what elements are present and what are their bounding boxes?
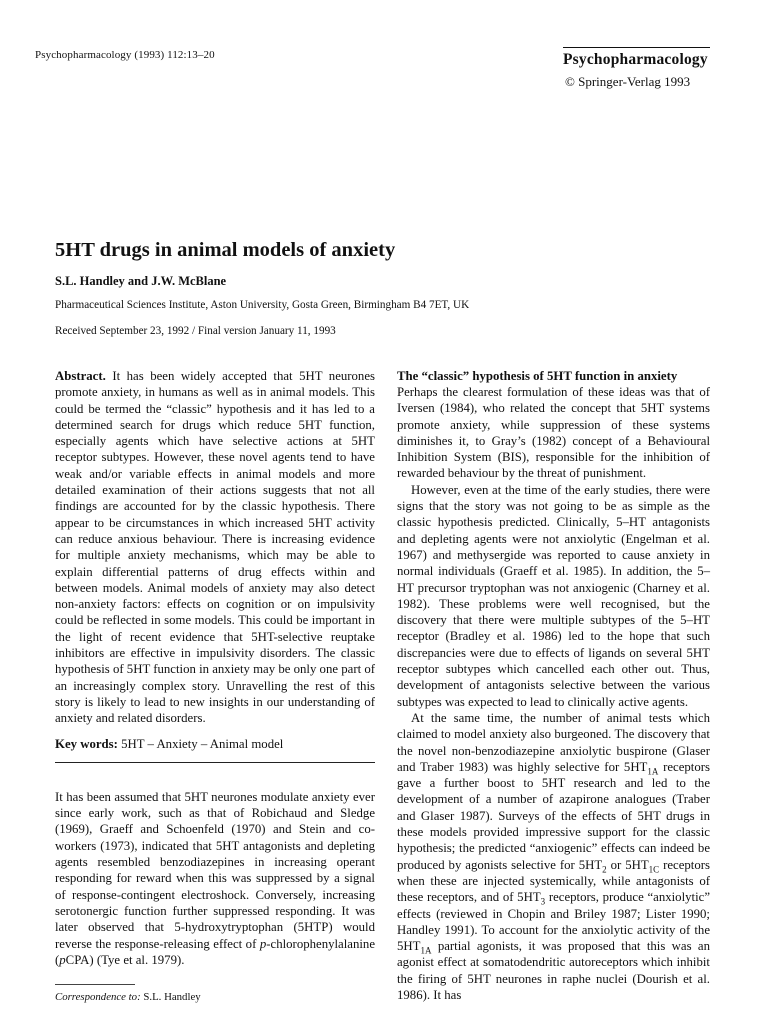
- abstract-label: Abstract.: [55, 369, 106, 383]
- article-authors: S.L. Handley and J.W. McBlane: [55, 274, 227, 288]
- footnote-label: Correspondence to:: [55, 991, 141, 1004]
- footnote-rule: [55, 984, 135, 985]
- subscript-1a-second: 1A: [420, 945, 432, 956]
- p3-text-d: receptors when these are injected systemically, while antagonists of these receptors, and of 5HT: [397, 857, 710, 905]
- journal-name: Psychopharmacology: [563, 51, 708, 68]
- author-affiliation: Pharmaceutical Sciences Institute, Aston University, Gosta Green, Birmingham B4 7ET, UK: [55, 299, 470, 311]
- intro-text-b: -chlorophenylalanine (: [55, 936, 375, 967]
- subscript-1c: 1C: [648, 864, 660, 875]
- subscript-3: 3: [540, 896, 546, 907]
- article-title: 5HT drugs in animal models of anxiety: [55, 239, 396, 261]
- p3-text-e: receptors, produce “anxiolytic” effects (reviewed in Chopin and Briley 1987; Lister 1990; Handley 1991). To account for the anxiolytic activity of the 5HT: [397, 890, 710, 954]
- p3-text-a: At the same time, the number of animal tests which claimed to model anxiety also burgeoned. The discovery that the novel non-benzodiazepine anxiolytic buspirone (Glaser and Traber 1983) was highly selective for 5HT: [397, 710, 710, 774]
- abstract-text: It has been widely accepted that 5HT neurones promote anxiety, in humans as well as in animal models. This could be termed the “classic” hypothesis and it has led to a determined search for drugs which reduce 5HT function, especially agents which have selective actions at 5HT receptor subtypes. However, these novel agents tend to have weak and/or variable effects in animal models and more detailed examination of their actions suggests that not all findings are accounted for by the classic hypothesis. There appear to be circumstances in which increased 5HT activity can reduce anxious behaviour. There is increasing evidence for multiple anxiety mechanisms, which may be able to explain differential patterns of drug effects within and between models. Animal models of anxiety may also detect non-anxiety factors: effects on cognition or on impulsivity could be reflected in some models. This could be important in the light of recent evidence that 5HT-selective reuptake inhibitors are effective in impulsivity disorders. The classic hypothesis of 5HT function in anxiety may be only one part of an increasingly complex story. Unravelling the rest of this story is likely to lead to new insights in our understanding of anxiety and related disorders.: [55, 369, 375, 726]
- intro-text-a: It has been assumed that 5HT neurones modulate anxiety ever since early work, such as that of Robichaud and Sledge (1969), Graeff and Schoenfeld (1970) and Stein and co-workers (1973), indicated that 5HT antagonists and depleting agents resembled benzodiazepines in increasing operant responding for reward when this was suppressed by a signal of response-contingent electroshock. Conversely, increasing serotonergic function further suppressed responding. It was later observed that 5-hydroxytryptophan (5HTP) would reverse the response-releasing effect of: [55, 789, 375, 951]
- abstract: [55, 368, 375, 727]
- intro-text-c: CPA) (Tye et al. 1979).: [65, 952, 185, 967]
- left-column: [55, 368, 375, 1005]
- section-heading: The “classic” hypothesis of 5HT function in anxiety: [397, 369, 678, 383]
- abstract-divider: [55, 762, 375, 763]
- keywords: [55, 736, 375, 752]
- received-dates: Received September 23, 1992 / Final version January 11, 1993: [55, 325, 336, 337]
- keywords-text: 5HT – Anxiety – Animal model: [121, 736, 284, 751]
- journal-citation: Psychopharmacology (1993) 112:13–20: [35, 49, 215, 61]
- correspondence-footnote: [55, 989, 375, 1005]
- keywords-label: Key words:: [55, 736, 118, 751]
- right-paragraph-1: Perhaps the clearest formulation of these ideas was that of Iversen (1984), who related the concept that 5HT systems promote anxiety, while suppression of these systems diminishes it, to Gray’s (1982) concept of a Behavioural Inhibition System (BIS), responsible for the inhibition of rewarded behaviour by the threat of punishment.: [397, 385, 710, 481]
- subscript-1a: 1A: [647, 766, 659, 777]
- intro-paragraph: [55, 789, 375, 968]
- right-paragraph-2: However, even at the time of the early studies, there were signs that the story was not going to be as simple as the classic hypothesis predicted. Clinically, 5–HT antagonists and depleting agents were not anxiolytic (Engelman et al. 1967) and methysergide was reported to cause anxiety in normal individuals (Graeff et al. 1985). In addition, the 5–HT precursor tryptophan was not anxiogenic (Charney et al. 1982). These problems were well recognised, but the discovery that there were multiple subtypes of the 5–HT receptor (Bradley et al. 1986) led to the hope that such discrepancies were due to effects of ligands on several 5HT receptor subtypes which cancelled each other out. Thus, development of antagonists selective between the various subtypes was expected to lead to clinically active agents.: [397, 482, 710, 709]
- right-column: [397, 368, 710, 1003]
- header-rule: [563, 47, 710, 48]
- intro-italic-p2: p: [59, 952, 66, 967]
- p3-text-c: or 5HT: [606, 857, 649, 872]
- p3-text-f: partial agonists, it was proposed that this was an agonist effect at somatodendritic autoreceptors which inhibit the firing of 5HT neurones in raphe nuclei (Dourish et al. 1986). It has: [397, 939, 710, 1002]
- publisher-copyright: © Springer-Verlag 1993: [565, 74, 691, 89]
- subscript-2: 2: [602, 864, 607, 875]
- p3-text-b: receptors gave a further boost to 5HT research and led to the development of a number of azapirone analogues (Traber and Glaser 1987). Surveys of the effects of 5HT drugs in these models provided impressive support for the classic hypothesis; the predicted “anxiogenic” effects can indeed be produced by agonists selective for 5HT: [397, 759, 710, 872]
- right-paragraph-3: [397, 710, 710, 1003]
- footnote-name: S.L. Handley: [143, 991, 201, 1004]
- intro-italic-p: p: [259, 936, 267, 951]
